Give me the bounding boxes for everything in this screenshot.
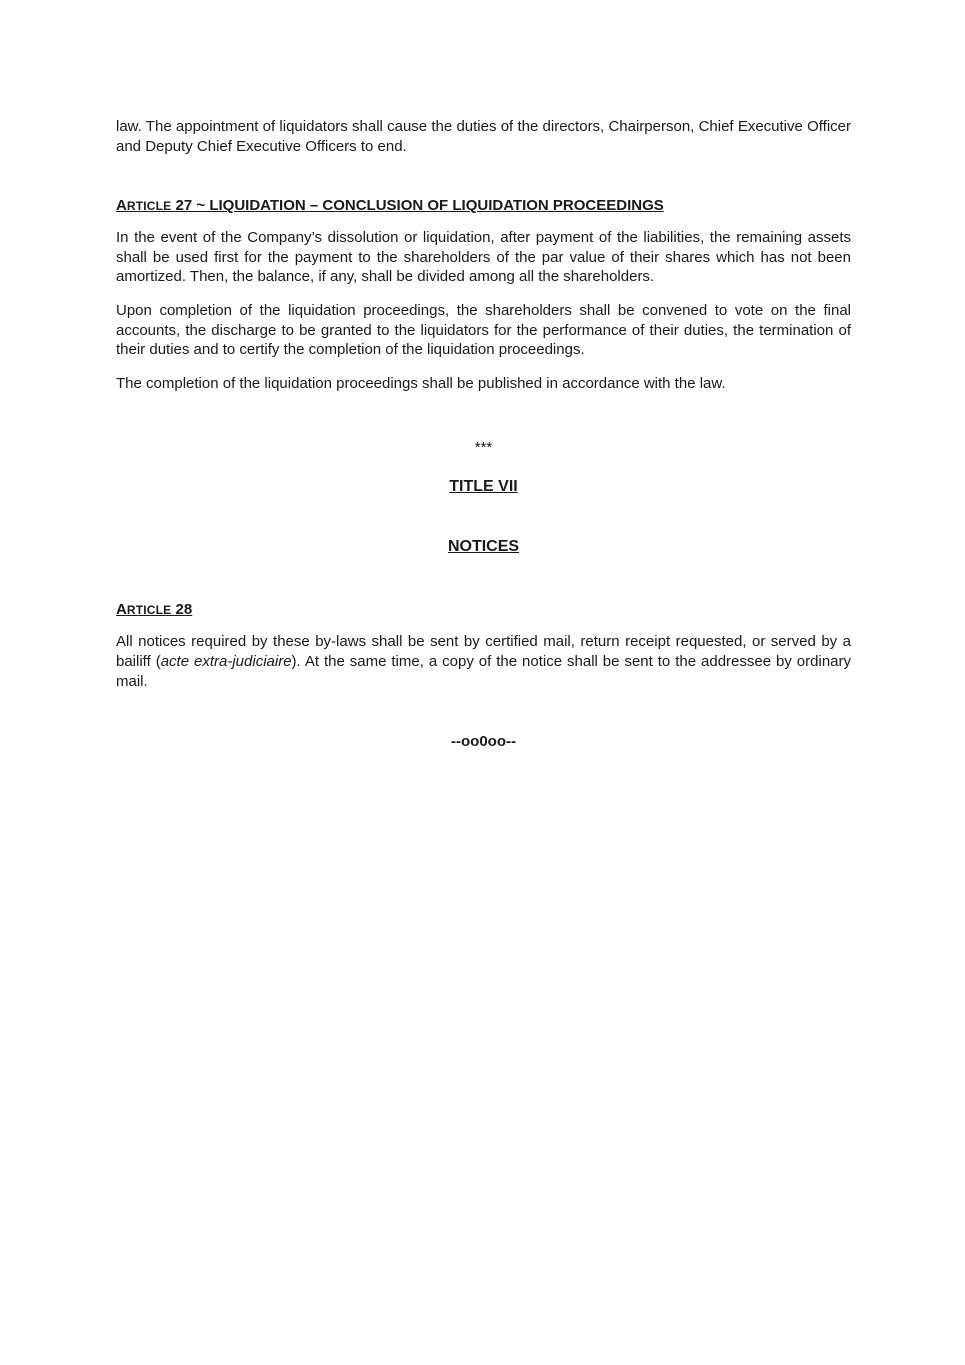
footer-mark: --oo0oo-- [451,733,516,751]
section-separator: *** [474,439,493,457]
title-vii-text: TITLE VII [449,478,518,496]
article-27-heading [116,196,851,216]
article-28-paragraph-part1: All notices required by these by-laws shall be sent by certified mail, return receipt requested, or served by a bailiff ( [116,633,851,670]
article-27-paragraph-1: In the event of the Company’s dissolution or liquidation, after payment of the liabilities, the remaining assets shall be used first for the payment to the shareholders of the par value of their shares which has not been amortized. Then, the balance, if any, shall be divided among all the shareholders. [116,229,851,286]
article-28-paragraph-part2: ). At the same time, a copy of the notice shall be sent to the addressee by ordinary mail. [116,652,851,690]
article-28-label-initial: A [116,601,127,619]
article-27-paragraph-2: Upon completion of the liquidation proceedings, the shareholders shall be convened to vote on the final accounts, the discharge to be granted to the liquidators for the performance of their duties, the termination of their duties and to certify the completion of the liquidation proceedings. [116,301,851,359]
article-27-label-rest: 27 ~ LIQUIDATION – CONCLUSION OF LIQUIDATION PROCEEDINGS [171,197,664,215]
article-28-paragraph [116,632,851,691]
article-27-paragraph-3: The completion of the liquidation proceedings shall be published in accordance with the law. [116,374,726,392]
title-vii-heading [116,478,851,496]
article-28-heading [116,600,851,620]
notices-text: NOTICES [447,538,520,556]
article-27-label-initial: A [116,197,127,215]
article-27-label-smallcaps: RTICLE [126,199,172,214]
intro-paragraph: law. The appointment of liquidators shall cause the duties of the directors, Chairperson, Chief Executive Officer and Deputy Chief Executive Officers to end. [116,118,851,155]
article-28-label-rest: 28 [171,601,193,619]
article-28-label-smallcaps: RTICLE [126,603,172,618]
notices-heading [116,538,851,556]
article-28-paragraph-italic: acte extra-judiciaire [160,652,292,670]
